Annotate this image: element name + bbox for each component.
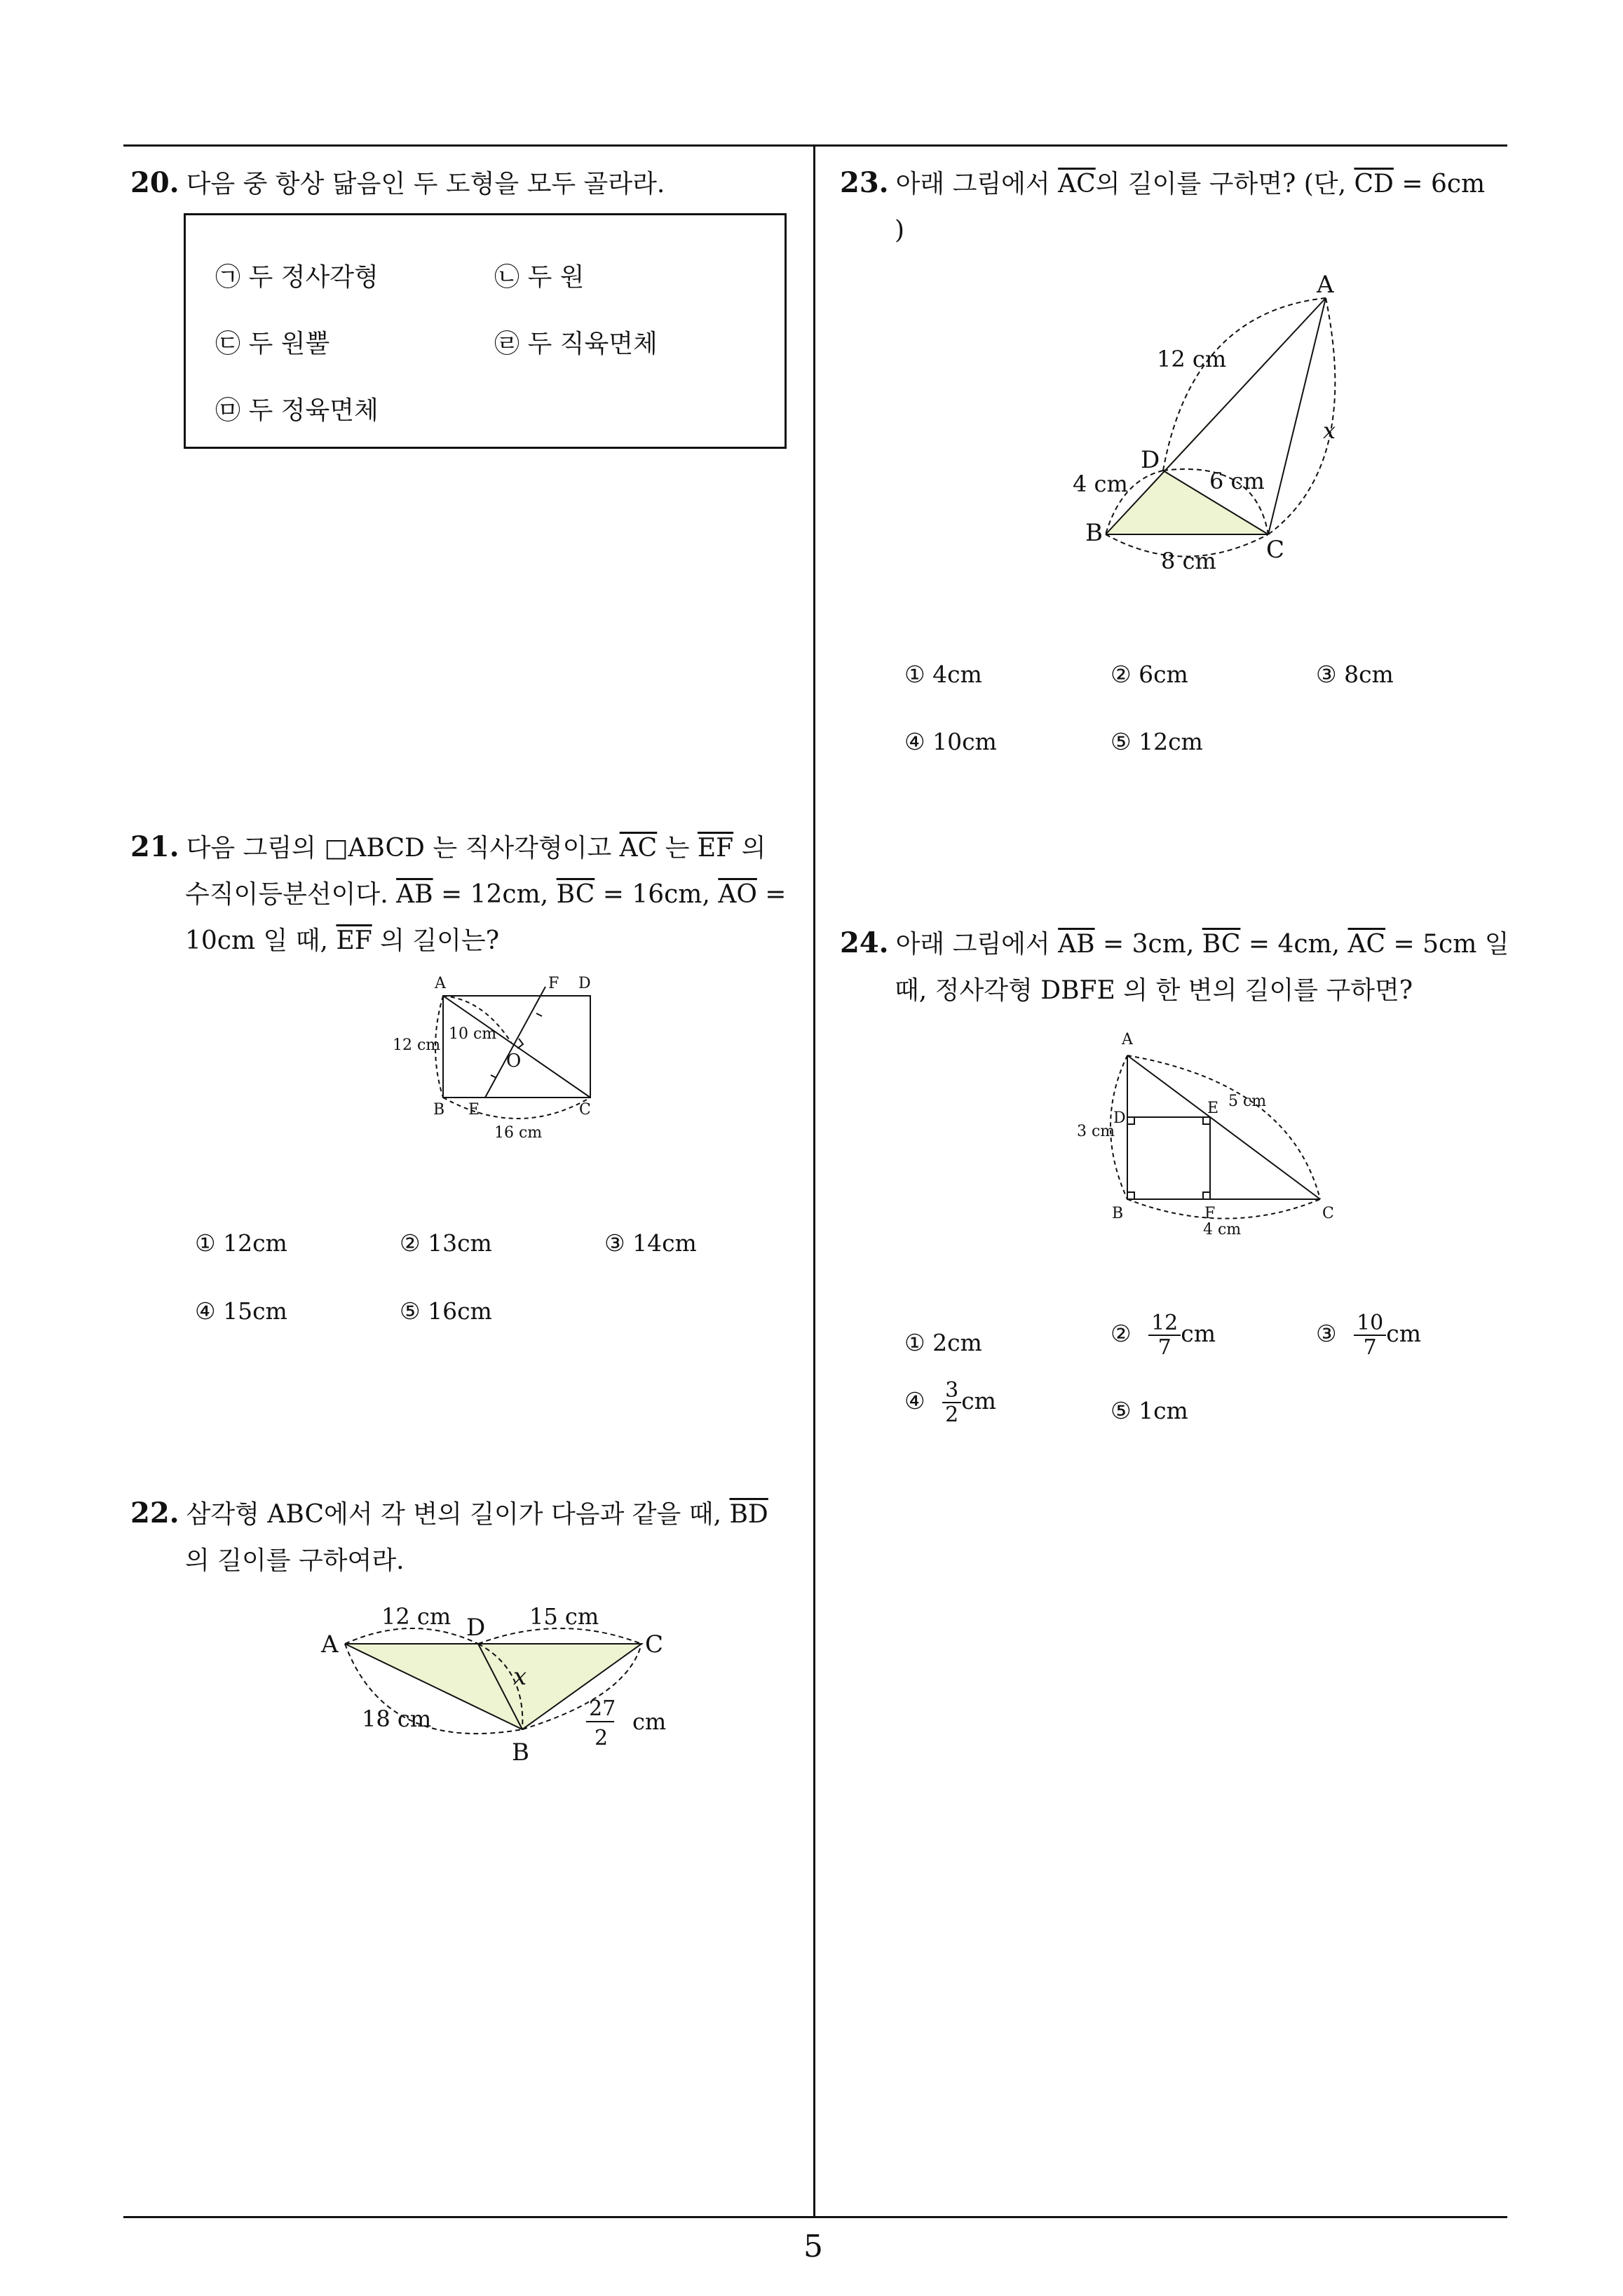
figure-triangle-abc-q23 [1066,270,1374,579]
text: 의 길이를 구하여라. [185,1546,405,1575]
text: 때, 정사각형 DBFE 의 한 변의 길이를 구하면? [895,976,1413,1005]
label-ac-length: 5 cm [1228,1093,1267,1110]
question-22 [130,1490,803,1584]
text: 아래 그림에서 [895,930,1059,959]
label-ao-length: 10 cm [449,1025,497,1043]
text: 는 [657,834,698,863]
label-c: C [645,1630,664,1659]
fraction [942,1379,961,1426]
q24-choice-5: ⑤ 1cm [1111,1397,1188,1424]
q24-choice-4 [904,1379,996,1426]
bottom-rule [123,2216,1507,2218]
numerator: 12 [1148,1311,1181,1336]
option-3: ㉢ 두 원뿔 [215,330,330,358]
label-bc-denominator: 2 [595,1726,609,1750]
q23-choice-5: ⑤ 12cm [1111,728,1203,755]
label-ad-length: 12 cm [381,1603,451,1630]
page-number: 5 [803,2229,823,2264]
denominator: 7 [1157,1335,1172,1360]
label-b: B [1112,1205,1124,1222]
label-x: x [513,1663,527,1691]
segment-bd: $\overline{BD}$ [729,1500,768,1529]
label-a: A [435,975,446,992]
text: = 3cm, [1094,930,1202,959]
question-number: 24. [840,926,889,959]
text: 의 길이는? [372,926,499,955]
numerator: 3 [942,1379,961,1403]
option-5: ㉤ 두 정육면체 [215,396,379,425]
label-bc-length: 16 cm [494,1124,543,1140]
text: 의 길이를 구하면? (단, [1095,170,1354,198]
q21-choice-1: ① 12cm [195,1229,287,1257]
segment-ef: $\overline{EF}$ [697,834,734,863]
segment-ac: $\overline{AC}$ [619,834,658,863]
choice-mark: ④ [904,1387,925,1414]
q24-choice-2 [1111,1311,1216,1359]
q23-choice-1: ① 4cm [904,661,982,688]
label-b: B [433,1101,445,1119]
choice-mark: ③ [1316,1320,1337,1347]
label-dc-length: 15 cm [529,1603,599,1630]
segment-ab: $\overline{AB}$ [1058,930,1095,959]
question-number: 22. [130,1497,179,1529]
label-bc-unit: cm [632,1708,667,1735]
q21-choice-2: ② 13cm [400,1229,492,1257]
text: = 4cm, [1240,930,1348,959]
label-bc-length: 8 cm [1161,548,1216,574]
question-number: 20. [130,166,179,199]
segment-ab: $\overline{AB}$ [396,880,433,909]
question-text: 다음 중 항상 닮음인 두 도형을 모두 골라라. [186,170,665,198]
text: = 12cm, [433,880,557,909]
label-f: F [1204,1205,1216,1222]
question-number: 23. [840,166,889,199]
label-d: D [1113,1109,1126,1127]
question-23 [840,160,1527,254]
segment-ac: $\overline{AC}$ [1347,930,1386,959]
text: = 16cm, [595,880,719,909]
label-f: F [548,975,559,992]
choice-mark: ② [1111,1320,1132,1347]
segment-ac: $\overline{AC}$ [1058,170,1096,198]
label-bd-length: 4 cm [1073,471,1128,497]
label-e: E [468,1101,480,1119]
question-24 [840,920,1527,1014]
text: = 6cm [1393,170,1486,198]
label-o: O [506,1051,522,1072]
label-d: D [1141,446,1160,474]
text: 10cm 일 때, [185,926,337,955]
question-number: 21. [130,830,179,863]
label-c: C [579,1101,591,1119]
q21-choice-4: ④ 15cm [195,1297,287,1325]
question-21 [130,824,803,964]
q23-choice-2: ② 6cm [1111,661,1188,688]
unit: cm [1181,1320,1216,1347]
q21-choice-3: ③ 14cm [604,1229,697,1257]
label-ab-length: 3 cm [1077,1123,1115,1140]
text: = 5cm 일 [1385,930,1509,959]
q24-choice-1: ① 2cm [904,1329,982,1356]
text: 의 [733,834,766,863]
fraction [1148,1311,1181,1359]
label-dc-length: 6 cm [1209,468,1265,494]
label-c: C [1266,536,1285,564]
label-d: D [466,1614,486,1642]
label-ab-length: 18 cm [362,1706,432,1732]
figure-rectangle-abcd [379,971,603,1140]
option-1: ㉠ 두 정사각형 [215,263,379,292]
q21-choice-5: ⑤ 16cm [400,1297,492,1325]
denominator: 2 [945,1403,959,1427]
unit: cm [1386,1320,1422,1347]
option-2: ㉡ 두 원 [494,263,585,292]
label-ab-length: 12 cm [393,1036,441,1054]
column-divider [813,144,815,2217]
label-a: A [1122,1031,1133,1048]
label-bc-numerator: 27 [589,1696,616,1721]
figure-triangle-abc [308,1592,687,1781]
segment-ef: $\overline{EF}$ [336,926,372,955]
label-c: C [1322,1205,1334,1222]
q23-choice-4: ④ 10cm [904,728,997,755]
options-box [184,213,787,449]
segment-cd: $\overline{CD}$ [1354,170,1394,198]
text: 수직이등분선이다. [185,880,397,909]
segment-bc: $\overline{BC}$ [1202,930,1241,959]
label-ad-length: 12 cm [1157,346,1227,372]
q23-choice-3: ③ 8cm [1316,661,1394,688]
label-d: D [578,975,591,992]
text: 아래 그림에서 [895,170,1059,198]
segment-bc: $\overline{BC}$ [556,880,595,909]
q24-choice-3 [1316,1311,1421,1359]
top-rule [123,144,1507,147]
label-x: x [1323,417,1336,444]
label-e: E [1207,1100,1219,1117]
denominator: 7 [1363,1335,1377,1360]
numerator: 10 [1354,1311,1386,1336]
text: = [756,880,787,909]
segment-ao: $\overline{AO}$ [718,880,757,909]
label-b: B [512,1738,529,1767]
text: 삼각형 ABC에서 각 변의 길이가 다음과 같을 때, [186,1500,730,1529]
question-20 [130,160,665,208]
unit: cm [961,1387,996,1414]
label-a: A [321,1630,339,1659]
text: ) [895,216,905,245]
figure-square-dbfe [1066,1027,1360,1245]
text: 다음 그림의 □ABCD 는 직사각형이고 [186,834,620,863]
label-a: A [1317,271,1334,299]
label-b: B [1085,519,1103,547]
label-bc-length: 4 cm [1203,1221,1242,1238]
fraction [1354,1311,1386,1359]
option-4: ㉣ 두 직육면체 [494,330,658,358]
